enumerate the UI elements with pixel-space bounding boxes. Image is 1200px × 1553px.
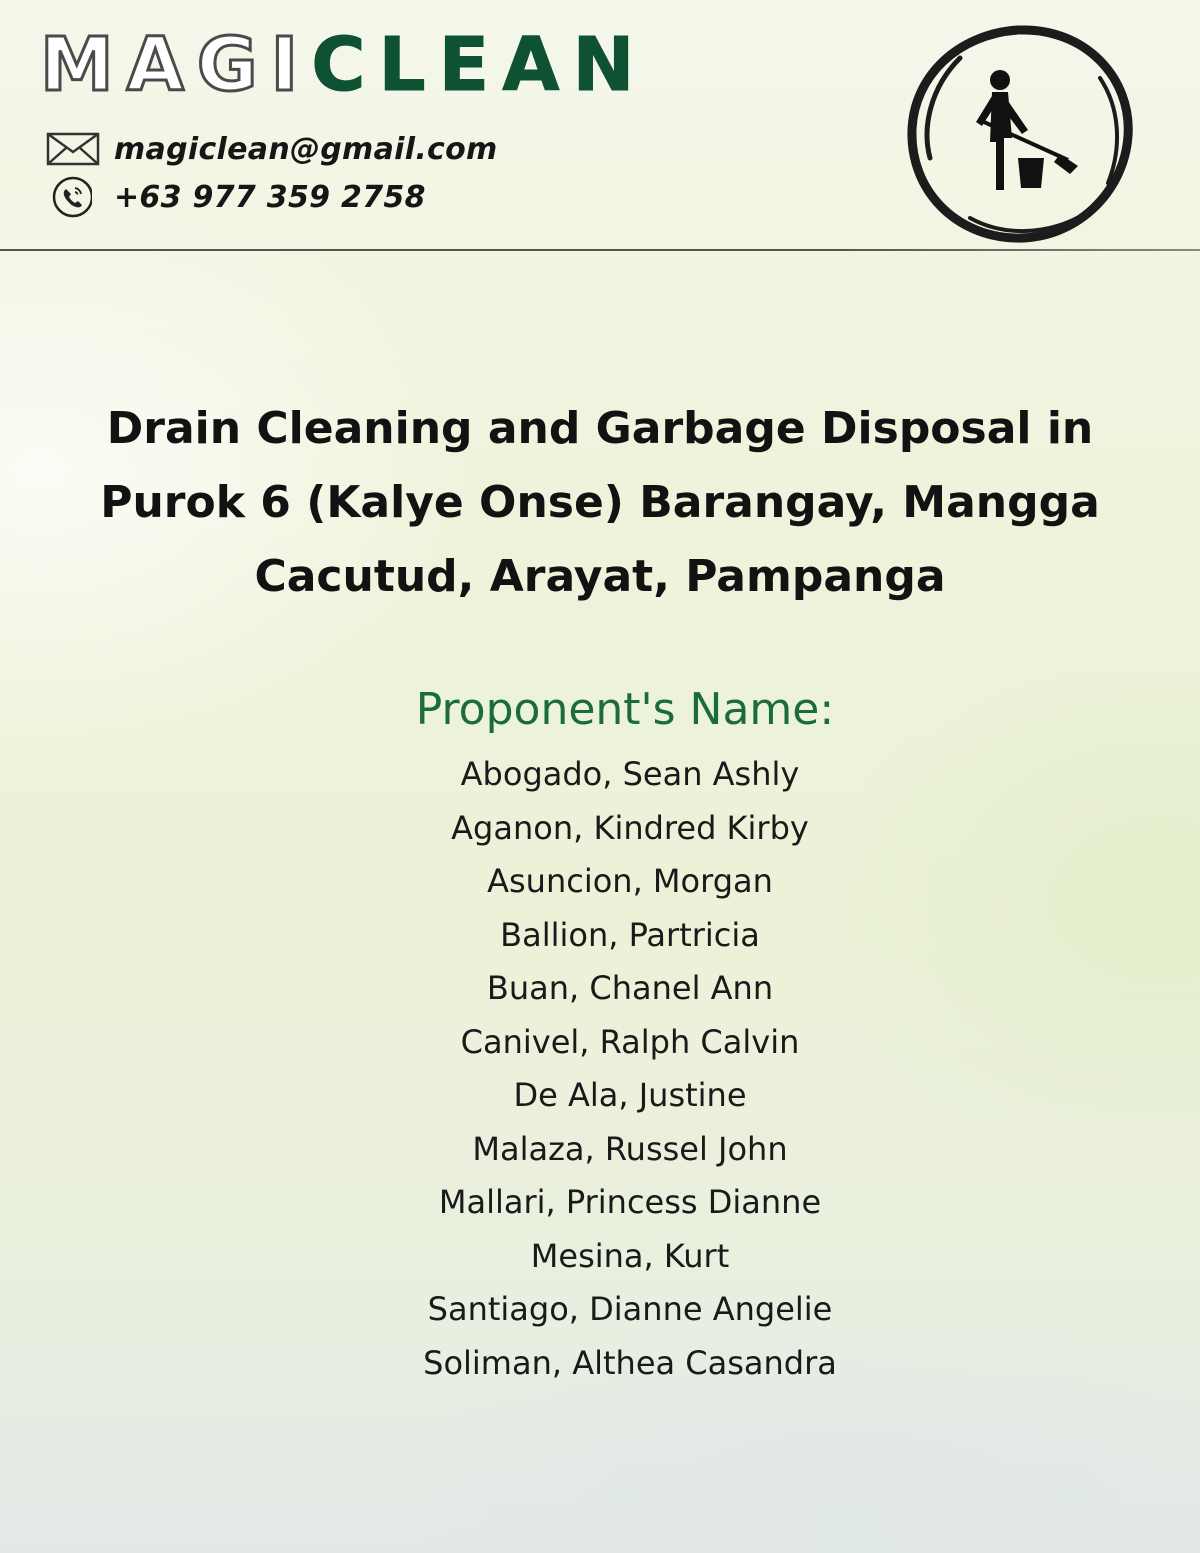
proponent-name: Santiago, Dianne Angelie — [427, 1290, 833, 1328]
proponent-name: Mesina, Kurt — [530, 1236, 730, 1275]
title-line-2: Purok 6 (Kalye Onse) Barangay, Mangga — [100, 477, 1100, 528]
proponent-name: Soliman, Althea Casandra — [423, 1343, 837, 1382]
proponents-list — [330, 748, 930, 1390]
proponent-name: Buan, Chanel Ann — [486, 969, 774, 1007]
phone-number[interactable]: +63 977 359 2758 — [114, 179, 426, 215]
janitor-sweeping-icon — [900, 18, 1140, 248]
brand-logo-light-part: MAGI — [40, 22, 312, 108]
brand-logo-dark-part: CLEAN — [311, 22, 648, 108]
proponent-name: Abogado, Sean Ashly — [460, 755, 800, 793]
proponent-name: Malaza, Russel John — [472, 1129, 788, 1168]
title-line-3: Cacutud, Arayat, Pampanga — [254, 551, 946, 602]
proponent-name: Canivel, Ralph Calvin — [460, 1022, 800, 1061]
brand-logo — [40, 22, 647, 108]
email-contact — [46, 129, 498, 169]
proponent-name: Ballion, Partricia — [500, 915, 760, 954]
email-address[interactable]: magiclean@gmail.com — [114, 131, 498, 167]
title-line-1: Drain Cleaning and Garbage Disposal in — [106, 403, 1094, 454]
proponent-name: Mallari, Princess Dianne — [438, 1183, 822, 1221]
document-title — [20, 392, 1180, 614]
proponent-name: De Ala, Justine — [513, 1076, 747, 1114]
envelope-icon — [46, 129, 102, 169]
header-divider — [0, 249, 1200, 251]
phone-icon — [46, 177, 102, 217]
proponents-label: Proponent's Name: — [415, 684, 835, 735]
proponent-name: Asuncion, Morgan — [487, 862, 773, 900]
phone-contact — [46, 177, 426, 217]
proponent-name: Aganon, Kindred Kirby — [451, 808, 809, 847]
